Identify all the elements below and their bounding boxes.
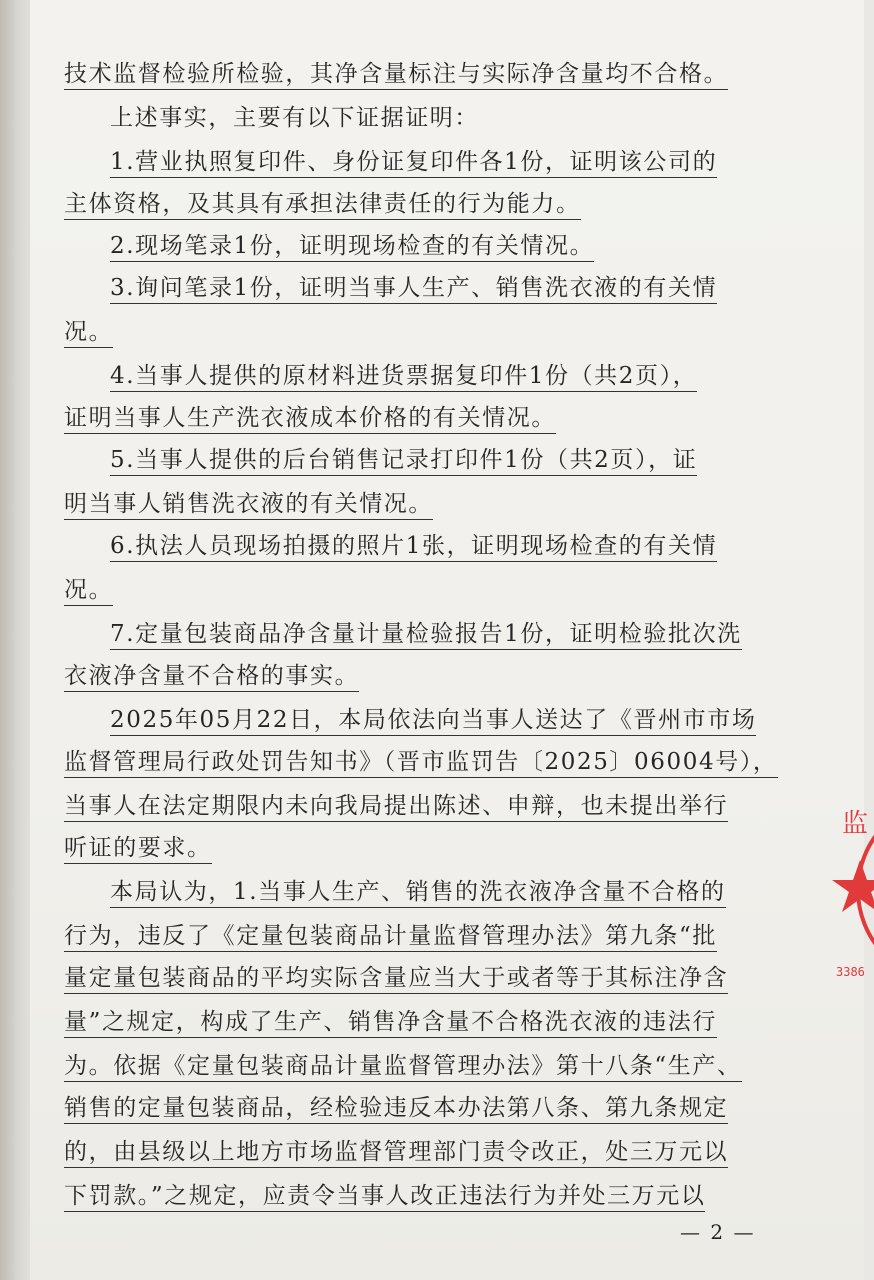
text-line-4: 主体资格，及其具有承担法律责任的行为能力。 xyxy=(64,191,581,220)
text-line-20: 本局认为，1.当事人生产、销售的洗衣液净含量不合格的 xyxy=(110,879,726,908)
text-line-9: 证明当事人生产洗衣液成本价格的有关情况。 xyxy=(64,405,556,434)
text-line-5: 2.现场笔录1份，证明现场检查的有关情况。 xyxy=(110,233,594,262)
seal-character-text: 监 xyxy=(842,809,869,839)
text-line-12: 6.执法人员现场拍摄的照片1张，证明现场检查的有关情 xyxy=(110,533,717,562)
official-seal-fragment xyxy=(830,780,874,1000)
text-line-23: 量”之规定，构成了生产、销售净含量不合格洗衣液的违法行 xyxy=(64,1009,717,1038)
text-line-13: 况。 xyxy=(64,577,113,606)
text-line-24: 为。依据《定量包装商品计量监督管理办法》第十八条“生产、 xyxy=(64,1053,742,1082)
text-line-22: 量定量包装商品的平均实际含量应当大于或者等于其标注净含 xyxy=(64,965,728,994)
text-line-7: 况。 xyxy=(64,319,113,348)
text-line-1: 技术监督检验所检验，其净含量标注与实际净含量均不合格。 xyxy=(64,61,728,90)
text-line-2: 上述事实，主要有以下证据证明： xyxy=(110,105,479,131)
seal-star-icon xyxy=(832,860,874,912)
seal-number-text: 3386 xyxy=(836,965,865,979)
text-line-10: 5.当事人提供的后台销售记录打印件1份（共2页），证 xyxy=(110,447,697,476)
text-line-8: 4.当事人提供的原材料进货票据复印件1份（共2页）， xyxy=(110,363,697,392)
text-line-25: 销售的定量包装商品，经检验违反本办法第八条、第九条规定 xyxy=(64,1095,728,1124)
text-line-6: 3.询问笔录1份，证明当事人生产、销售洗衣液的有关情 xyxy=(110,275,717,304)
text-line-15: 衣液净含量不合格的事实。 xyxy=(64,663,359,692)
text-line-26: 的，由县级以上地方市场监督管理部门责令改正，处三万元以 xyxy=(64,1139,728,1168)
text-line-11: 明当事人销售洗衣液的有关情况。 xyxy=(64,491,433,520)
text-line-17: 监督管理局行政处罚告知书》（晋市监罚告〔2025〕06004号）， xyxy=(64,749,778,778)
text-line-19: 听证的要求。 xyxy=(64,835,212,864)
text-line-16: 2025年05月22日，本局依法向当事人送达了《晋州市市场 xyxy=(110,707,756,736)
text-line-18: 当事人在法定期限内未向我局提出陈述、申辩，也未提出举行 xyxy=(64,793,728,822)
text-line-27: 下罚款。”之规定，应责令当事人改正违法行为并处三万元以 xyxy=(64,1183,705,1212)
text-line-14: 7.定量包装商品净含量计量检验报告1份，证明检验批次洗 xyxy=(110,621,742,650)
text-line-21: 行为，违反了《定量包装商品计量监督管理办法》第九条“批 xyxy=(64,923,717,952)
text-line-3: 1.营业执照复印件、身份证复印件各1份，证明该公司的 xyxy=(110,149,717,178)
page-number: — 2 — xyxy=(680,1220,756,1244)
